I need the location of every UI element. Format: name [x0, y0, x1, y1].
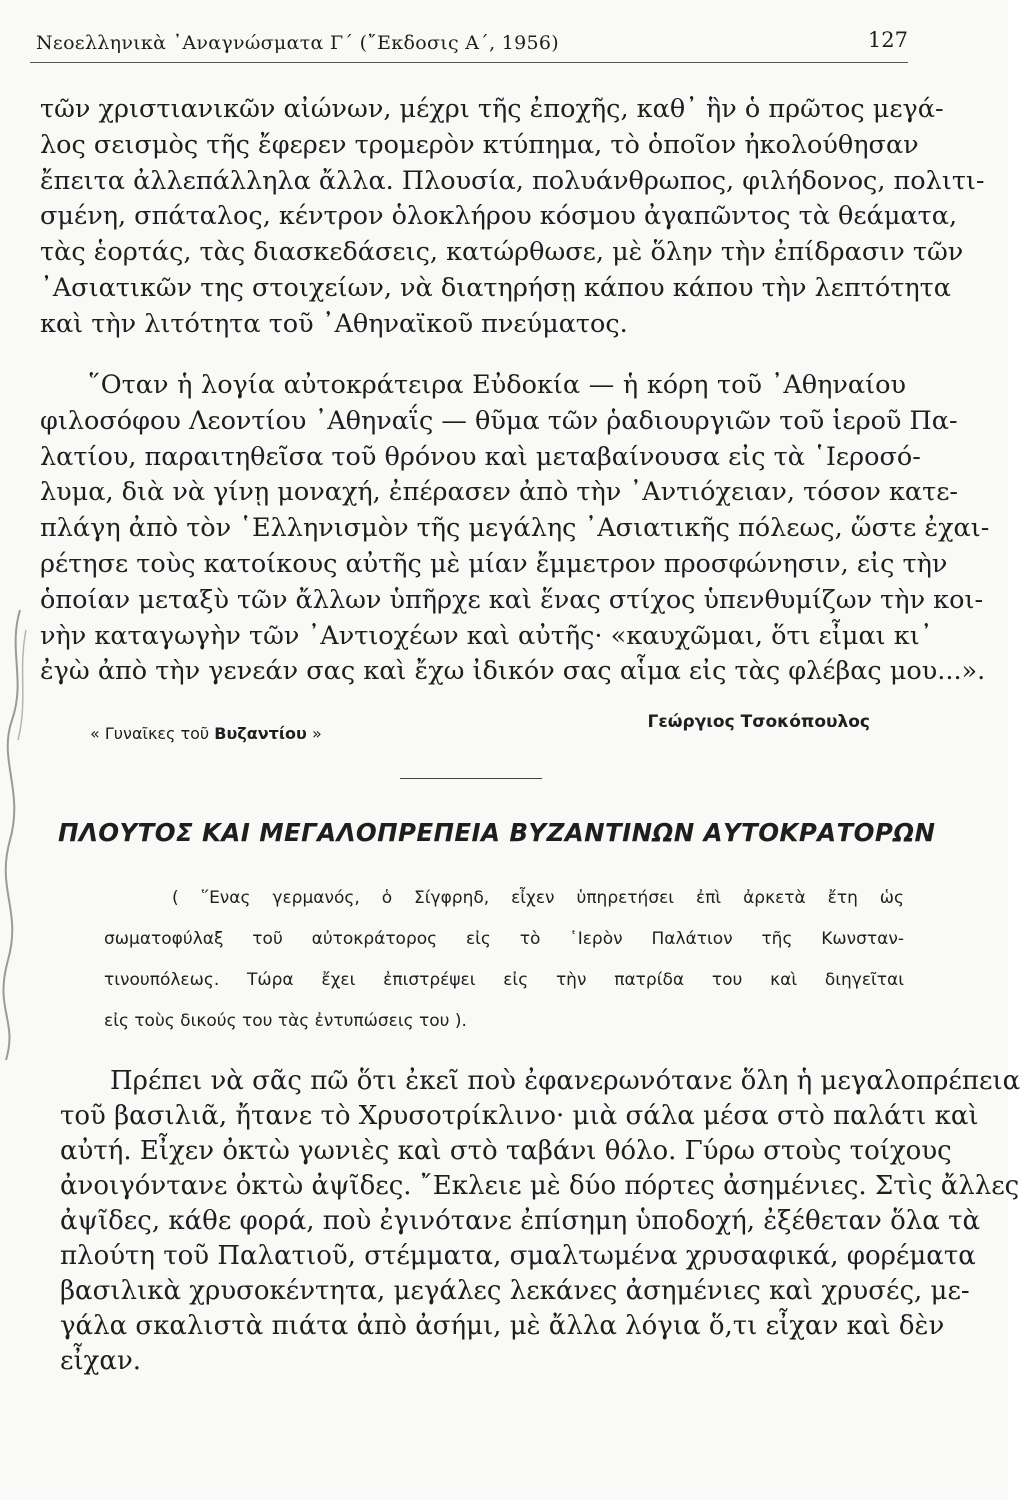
paragraph-line: ὁποίαν μεταξὺ τῶν ἄλλων ὑπῆρχε καὶ ἕνας στίχος ὑπενθυμίζων τὴν κοι- [40, 584, 984, 615]
note-line: ( ῞Ενας γερμανός, ὁ Σίγφρηδ, εἶχεν ὑπηρετήσει ἐπὶ ἀρκετὰ ἔτη ὡς [172, 888, 904, 908]
author-name: Γεώργιος Τσοκόπουλος [647, 712, 870, 732]
running-title: Νεοελληνικὰ ᾿Αναγνώσματα Γ΄ (῎Εκδοσις Α΄, 1956) [36, 32, 560, 54]
running-header [28, 22, 908, 64]
section-separator [400, 778, 542, 779]
paragraph-line: ρέτησε τοὺς κατοίκους αὐτῆς μὲ μίαν ἔμμετρον προσφώνησιν, εἰς τὴν [40, 548, 948, 579]
paragraph-line: ἔπειτα ἀλλεπάλληλα ἄλλα. Πλουσία, πολυάνθρωπος, φιλήδονος, πολιτι- [40, 165, 985, 196]
paragraph-line: πλούτη τοῦ Παλατιοῦ, στέμματα, σμαλτωμένα χρυσαφικά, φορέματα [60, 1241, 976, 1271]
note-line: τινουπόλεως. Τώρα ἔχει ἐπιστρέψει εἰς τὴν πατρίδα του καὶ διηγεῖται [104, 970, 904, 990]
section-note [104, 878, 904, 1042]
paragraph-line: λος σεισμὸς τῆς ἔφερεν τρομερὸν κτύπημα, τὸ ὁποῖον ἠκολούθησαν [40, 129, 919, 160]
paragraph-line: εἶχαν. [60, 1346, 142, 1376]
paragraph-line: τοῦ βασιλιᾶ, ἤτανε τὸ Χρυσοτρίκλινο· μιὰ σάλα μέσα στὸ παλάτι καὶ [60, 1101, 979, 1131]
source-prefix: « Γυναῖκες τοῦ [90, 724, 215, 743]
header-rule [30, 62, 908, 63]
note-line: σωματοφύλαξ τοῦ αὐτοκράτορος εἰς τὸ ῾Ιερὸν Παλάτιον τῆς Κωνσταν- [104, 929, 904, 949]
section-title: ΠΛΟΥΤΟΣ ΚΑΙ ΜΕΓΑΛΟΠΡΕΠΕΙΑ ΒΥΖΑΝΤΙΝΩΝ ΑΥΤΟΚΡΑΤΟΡΩΝ [58, 818, 936, 847]
paragraph-line: τὰς ἑορτάς, τὰς διασκεδάσεις, κατώρθωσε, μὲ ὅλην τὴν ἐπίδρασιν τῶν [40, 237, 964, 268]
page-number: 127 [867, 28, 908, 52]
paragraph-line: γάλα σκαλιστὰ πιάτα ἀπὸ ἀσήμι, μὲ ἄλλα λόγια ὅ,τι εἶχαν καὶ δὲν [60, 1311, 945, 1341]
source-bold-word: Βυζαντίου [214, 724, 307, 743]
paragraph-line: νὴν καταγωγὴν τῶν ᾿Αντιοχέων καὶ αὐτῆς· «καυχῶμαι, ὅτι εἶμαι κι᾿ [40, 620, 933, 651]
paragraph-line: λυμα, διὰ νὰ γίνῃ μοναχή, ἐπέρασεν ἀπὸ τὴν ᾿Αντιόχειαν, τόσον κατε- [40, 477, 959, 508]
paragraph-line: τῶν χριστιανικῶν αἰώνων, μέχρι τῆς ἐποχῆς, καθ᾿ ἣν ὁ πρῶτος μεγά- [40, 94, 944, 124]
paragraph-line: ῞Οταν ἡ λογία αὐτοκράτειρα Εὐδοκία — ἡ κόρη τοῦ ᾿Αθηναίου [88, 370, 906, 400]
paragraph-1 [40, 92, 985, 343]
paragraph-line: ἀνοιγόντανε ὀκτὼ ἀψῖδες. ῎Εκλειε μὲ δύο πόρτες ἀσημένιες. Στὶς ἄλλες [60, 1171, 1020, 1201]
paragraph-line: βασιλικὰ χρυσοκέντητα, μεγάλες λεκάνες ἀσημένιες καὶ χρυσές, με- [60, 1276, 970, 1306]
paragraph-2 [40, 368, 990, 690]
source-suffix: » [306, 724, 322, 743]
paragraph-line: φιλοσόφου Λεοντίου ᾿Αθηναΐς — θῦμα τῶν ῥαδιουργιῶν τοῦ ἱεροῦ Πα- [40, 405, 958, 436]
attribution [90, 712, 870, 752]
paragraph-line: λατίου, παραιτηθεῖσα τοῦ θρόνου καὶ μεταβαίνουσα εἰς τὰ ῾Ιεροσό- [40, 441, 921, 472]
paragraph-line: πλάγη ἀπὸ τὸν ῾Ελληνισμὸν τῆς μεγάλης ᾿Ασιατικῆς πόλεως, ὥστε ἐχαι- [40, 513, 990, 544]
margin-scribble-icon [0, 590, 30, 1070]
paragraph-line: Πρέπει νὰ σᾶς πῶ ὅτι ἐκεῖ ποὺ ἐφανερωνότανε ὅλη ἡ μεγαλοπρέπεια [110, 1066, 1020, 1096]
note-line: εἰς τοὺς δικούς του τὰς ἐντυπώσεις του ). [104, 1011, 467, 1031]
paragraph-line: καὶ τὴν λιτότητα τοῦ ᾿Αθηναϊκοῦ πνεύματος. [40, 308, 628, 339]
paragraph-line: αὐτή. Εἶχεν ὀκτὼ γωνιὲς καὶ στὸ ταβάνι θόλο. Γύρω στοὺς τοίχους [60, 1136, 952, 1166]
paragraph-line: ᾿Ασιατικῶν της στοιχείων, νὰ διατηρήσῃ κάπου κάπου τὴν λεπτότητα [40, 272, 951, 303]
paragraph-line: ἐγὼ ἀπὸ τὴν γενεάν σας καὶ ἔχω ἰδικόν σας αἷμα εἰς τὰς φλέβας μου...». [40, 656, 986, 687]
source-citation [90, 724, 322, 743]
paragraph-line: ἀψῖδες, κάθε φορά, ποὺ ἐγινότανε ἐπίσημη ὑποδοχή, ἐξέθεταν ὅλα τὰ [60, 1206, 981, 1236]
paragraph-3 [60, 1064, 1020, 1379]
paragraph-line: σμένη, σπάταλος, κέντρον ὁλοκλήρου κόσμου ἀγαπῶντος τὰ θεάματα, [40, 201, 958, 232]
